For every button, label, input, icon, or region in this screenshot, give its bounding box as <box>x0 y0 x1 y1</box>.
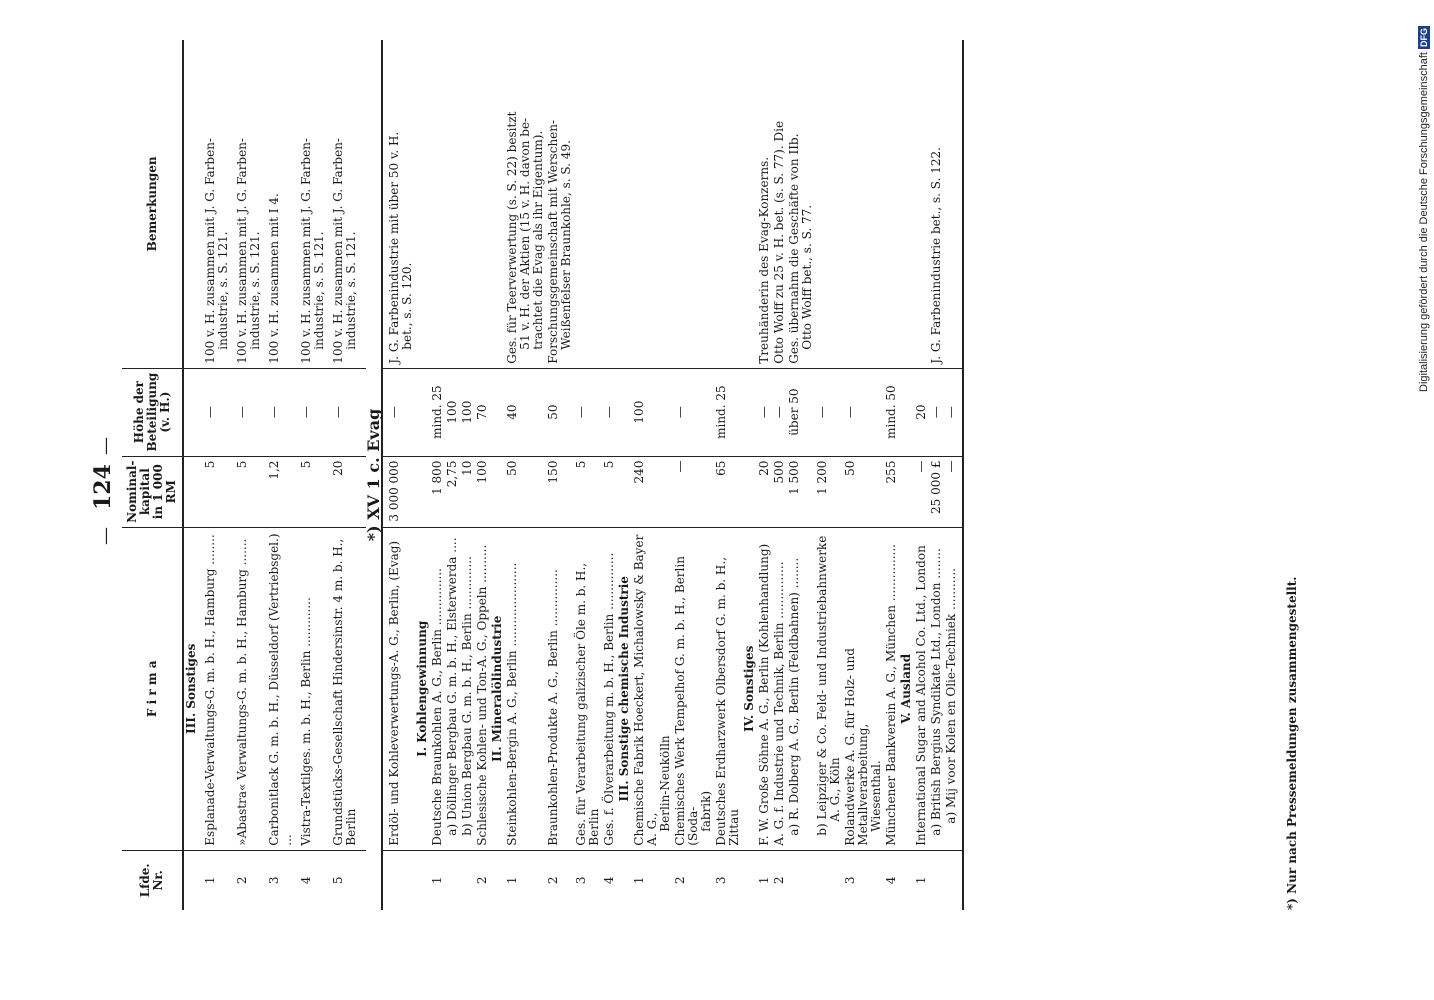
row-kapital: 500 <box>772 456 787 527</box>
row-kapital: 50 <box>505 456 546 527</box>
row-bemerkungen <box>772 40 787 368</box>
row-bemerkungen-line: industrie, s. S. 121. <box>312 231 326 350</box>
row-firma: b) Union Bergbau G. m. b. H., Berlin .............. <box>460 527 475 850</box>
table-row <box>327 40 366 910</box>
dfg-logo: DFG <box>1419 27 1429 47</box>
row-bemerkungen <box>199 40 231 368</box>
row-firma <box>843 527 884 850</box>
row-kapital: 5 <box>199 456 231 527</box>
table-row <box>199 40 231 910</box>
row-kapital: 5 <box>602 456 617 527</box>
row-firma: a) Döllinger Bergbau G. m. b. H., Elsterwerda .... <box>445 527 460 850</box>
section-title: IV. Sonstiges <box>742 527 757 850</box>
row-firma-line: Rolandwerke A. G. für Holz- und Metallverarbeitung, <box>843 648 870 846</box>
row-kapital: 1 800 <box>430 456 445 527</box>
row-number: 4 <box>299 876 313 885</box>
page-dash-right: — <box>95 437 116 455</box>
row-firma-line: Chemische Fabrik Hoeckert, Michalowsky & Bayer A. G., <box>632 534 659 846</box>
row-firma: Münchener Bankverein A. G., München ............... <box>884 527 899 850</box>
row-bemerkungen <box>843 40 884 368</box>
row-number: 1 <box>757 876 771 885</box>
row-bemerkungen <box>382 40 415 368</box>
row-kapital: 5 <box>231 456 263 527</box>
row-firma: Braunkohlen-Produkte A. G., Berlin ............... <box>546 527 574 850</box>
table-row <box>929 40 944 910</box>
row-firma-line: Berlin-Neukölln <box>658 735 672 832</box>
table-lower-body <box>382 40 963 910</box>
row-kapital: 10 <box>460 456 475 527</box>
row-kapital: 20 <box>327 456 366 527</box>
row-number: 3 <box>843 876 857 885</box>
row-kapital: 150 <box>546 456 574 527</box>
row-bemerkungen <box>714 40 742 368</box>
section-spacer <box>617 368 632 456</box>
page-dash-left: — <box>95 527 116 545</box>
row-beteiligung: 100 <box>632 368 673 456</box>
row-kapital: 1 500 <box>787 456 815 527</box>
row-number <box>929 850 944 910</box>
row-firma: Esplanade-Verwaltungs-G. m. b. H., Hamburg ........ <box>199 527 231 850</box>
row-firma <box>815 527 843 850</box>
row-bemerkungen <box>231 40 263 368</box>
row-bemerkungen-line: industrie, s. S. 121. <box>248 231 262 350</box>
row-beteiligung: — <box>772 368 787 456</box>
digitization-text: Digitalisierung gefördert durch die Deutsche Forschungsgemeinschaft <box>1418 52 1430 392</box>
row-kapital: — <box>944 456 963 527</box>
row-bemerkungen <box>546 40 574 368</box>
row-bemerkungen-line: bet., s. S. 120. <box>400 262 414 350</box>
table-row <box>231 40 263 910</box>
row-firma: Steinkohlen-Bergin A. G., Berlin ...................... <box>505 527 546 850</box>
row-beteiligung: — <box>263 368 295 456</box>
table-row <box>295 40 327 910</box>
table-row <box>546 40 574 910</box>
row-beteiligung: 20 <box>914 368 929 456</box>
header-bemerkungen: Bemerkungen <box>122 40 183 368</box>
section-spacer <box>742 850 757 910</box>
row-number <box>445 850 460 910</box>
row-bemerkungen <box>815 40 843 368</box>
row-bemerkungen <box>929 40 944 368</box>
table-row <box>460 40 475 910</box>
row-number <box>382 850 415 910</box>
page-number: 124 <box>90 464 116 510</box>
row-number: 3 <box>714 876 728 885</box>
row-beteiligung: mind. 50 <box>884 368 899 456</box>
row-bemerkungen-line: industrie, s. S. 121. <box>216 231 230 350</box>
table-row <box>475 40 490 910</box>
row-number: 2 <box>546 876 560 885</box>
section-row <box>415 40 430 910</box>
section-spacer <box>899 850 914 910</box>
table-upper <box>122 40 964 910</box>
row-beteiligung: — <box>327 368 366 456</box>
row-beteiligung: — <box>929 368 944 456</box>
table-row <box>632 40 673 910</box>
section-title: I. Kohlengewinnung <box>415 527 430 850</box>
row-bemerkungen-line: Treuhänderin des Evag-Konzerns. <box>757 156 771 364</box>
footnote: *) Nur nach Pressemeldungen zusammengestellt. <box>1285 576 1299 910</box>
row-bemerkungen <box>757 40 772 368</box>
row-bemerkungen <box>673 40 714 368</box>
row-beteiligung: 70 <box>475 368 490 456</box>
row-kapital: 50 <box>843 456 884 527</box>
row-beteiligung: — <box>295 368 327 456</box>
row-bemerkungen <box>475 40 490 368</box>
row-bemerkungen <box>263 40 295 368</box>
section-title: III. Sonstige chemische Industrie <box>617 527 632 850</box>
row-number: 2 <box>235 876 249 885</box>
header-beteiligung: Höhe der Beteiligung (v. H.) <box>122 368 183 456</box>
section-title: II. Mineralölindustrie <box>490 527 505 850</box>
row-bemerkungen-line: industrie, s. S. 121. <box>344 231 358 350</box>
row-bemerkungen <box>445 40 460 368</box>
section-spacer <box>617 850 632 910</box>
row-number: 1 <box>430 876 444 885</box>
table-row <box>673 40 714 910</box>
row-bemerkungen-line: J. G. Farbenindustrie mit über 50 v. H. <box>387 131 401 364</box>
row-number: 1 <box>203 876 217 885</box>
row-bemerkungen-line: Forschungsgemeinschaft mit Werschen- <box>546 119 560 364</box>
row-number: 1 <box>914 876 928 885</box>
section-spacer <box>415 368 430 456</box>
row-number <box>815 850 843 910</box>
section-row <box>183 40 199 910</box>
section-spacer <box>899 456 914 527</box>
section-row <box>617 40 632 910</box>
row-bemerkungen <box>632 40 673 368</box>
table-row <box>815 40 843 910</box>
row-firma: F. W. Große Söhne A. G., Berlin (Kohlenhandlung) <box>757 527 772 850</box>
section-spacer <box>415 456 430 527</box>
row-firma: Ges. für Verarbeitung galizischer Öle m. b. H., Berlin <box>574 527 602 850</box>
row-kapital: 65 <box>714 456 742 527</box>
section-spacer <box>490 368 505 456</box>
row-kapital: 20 <box>757 456 772 527</box>
row-bemerkungen <box>574 40 602 368</box>
row-firma: »Abastra« Verwaltungs-G. m. b. H., Hamburg ....... <box>231 527 263 850</box>
row-number <box>460 850 475 910</box>
row-bemerkungen <box>944 40 963 368</box>
header-kapital: Nominal-kapital in 1 000 RM <box>122 456 183 527</box>
evag-title: *) XV 1 c. Evag <box>366 40 382 910</box>
row-beteiligung: — <box>231 368 263 456</box>
header-firma: F i r m a <box>122 527 183 850</box>
row-number: 1 <box>505 876 519 885</box>
row-kapital: 5 <box>574 456 602 527</box>
section-spacer <box>415 40 430 368</box>
row-kapital: 100 <box>475 456 490 527</box>
row-number: 2 <box>772 876 786 885</box>
row-bemerkungen <box>460 40 475 368</box>
row-beteiligung: — <box>199 368 231 456</box>
section-spacer <box>742 456 757 527</box>
table-row <box>884 40 899 910</box>
row-firma: Ges. f. Ölverarbeitung m. b. H., Berlin ............... <box>602 527 617 850</box>
section-spacer <box>490 40 505 368</box>
table-row <box>714 40 742 910</box>
section-spacer <box>415 850 430 910</box>
row-firma: Deutsche Braunkohlen A. G., Berlin ............... <box>430 527 445 850</box>
evag-title-row <box>366 40 382 910</box>
section-title: V. Ausland <box>899 527 914 850</box>
row-beteiligung: mind. 25 <box>430 368 445 456</box>
row-kapital: 2,75 <box>445 456 460 527</box>
row-bemerkungen-line: Weißenfelser Braunkohle, s. S. 49. <box>559 140 573 350</box>
row-bemerkungen <box>505 40 546 368</box>
row-number: 2 <box>673 876 687 885</box>
row-firma-line: fabrik) <box>699 790 713 832</box>
row-number: 1 <box>632 876 646 885</box>
row-firma: Schlesische Kohlen- und Ton-A. G., Oppeln .......... <box>475 527 490 850</box>
row-kapital: — <box>914 456 929 527</box>
row-kapital: — <box>673 456 714 527</box>
section-spacer <box>742 40 757 368</box>
row-beteiligung: 100 <box>460 368 475 456</box>
table-upper-body <box>199 40 366 910</box>
table-row <box>944 40 963 910</box>
table-row-evag <box>382 40 415 910</box>
table-row <box>914 40 929 910</box>
section-spacer <box>742 368 757 456</box>
section-spacer <box>490 850 505 910</box>
row-firma: A. G. f. Industrie und Technik, Berlin ............... <box>772 527 787 850</box>
row-firma <box>632 527 673 850</box>
row-firma: a) Mij voor Kolen en Olie-Techniek ........... <box>944 527 963 850</box>
row-bemerkungen-line: 100 v. H. zusammen mit I 4. <box>267 193 281 364</box>
section-spacer <box>617 456 632 527</box>
row-bemerkungen <box>295 40 327 368</box>
row-number: 3 <box>574 876 588 885</box>
row-bemerkungen <box>430 40 445 368</box>
header-nr: Lfde. Nr. <box>122 850 183 910</box>
row-number <box>944 850 963 910</box>
row-bemerkungen-line: J. G. Farbenindustrie bet., s. S. 122. <box>929 147 943 364</box>
table-row <box>574 40 602 910</box>
row-beteiligung: über 50 <box>787 368 815 456</box>
row-firma: Deutsches Erdharzwerk Olbersdorf G. m. b. H., Zittau <box>714 527 742 850</box>
table-row <box>757 40 772 910</box>
table-row <box>787 40 815 910</box>
row-bemerkungen-line: trachtet die Evag als ihr Eigentum). <box>531 130 545 350</box>
row-number: 4 <box>602 876 616 885</box>
table-row <box>843 40 884 910</box>
row-number: 4 <box>884 876 898 885</box>
row-kapital: 25 000 £ <box>929 456 944 527</box>
row-kapital: 5 <box>295 456 327 527</box>
row-firma: Erdöl- und Kohleverwertungs-A. G., Berlin, (Evag) <box>382 527 415 850</box>
row-bemerkungen-line: Otto Wolff bet., s. S. 77. <box>800 204 814 350</box>
row-bemerkungen <box>602 40 617 368</box>
row-number: 5 <box>331 876 345 885</box>
row-firma: Grundstücks-Gesellschaft Hindersinstr. 4 m. b. H., Berlin <box>327 527 366 850</box>
row-beteiligung: — <box>815 368 843 456</box>
row-kapital: 1,2 <box>263 456 295 527</box>
row-firma: Carbonitlack G. m. b. H., Düsseldorf (Vertriebsgel.) ... <box>263 527 295 850</box>
row-beteiligung: mind. 25 <box>714 368 742 456</box>
section-row <box>899 40 914 910</box>
section-spacer <box>899 368 914 456</box>
row-firma-line: Wiesenthal. <box>869 760 883 832</box>
row-firma <box>673 527 714 850</box>
row-kapital: 1 200 <box>815 456 843 527</box>
row-firma-line: A. G., Köln <box>828 757 842 822</box>
table-row <box>445 40 460 910</box>
row-firma: a) R. Dolberg A. G., Berlin (Feldbahnen) ........ <box>787 527 815 850</box>
row-beteiligung: — <box>382 368 415 456</box>
row-bemerkungen-line: 100 v. H. zusammen mit J. G. Farben- <box>331 138 345 364</box>
table-row <box>430 40 445 910</box>
row-bemerkungen <box>914 40 929 368</box>
row-bemerkungen-line: Ges. übernahm die Geschäfte von IIb. <box>787 133 801 364</box>
row-firma-line: Chemisches Werk Tempelhof G. m. b. H., Berlin (Soda- <box>673 556 700 846</box>
row-bemerkungen <box>884 40 899 368</box>
row-bemerkungen-line: 51 v. H. der Aktien (15 v. H. davon be- <box>518 117 532 350</box>
row-firma-line: b) Leipziger & Co. Feld- und Industriebahnwerke <box>815 535 829 836</box>
table-row <box>772 40 787 910</box>
row-beteiligung: — <box>602 368 617 456</box>
row-number: 3 <box>267 876 281 885</box>
row-beteiligung: — <box>757 368 772 456</box>
row-beteiligung: 100 <box>445 368 460 456</box>
row-bemerkungen-line: 100 v. H. zusammen mit J. G. Farben- <box>299 138 313 364</box>
section-row <box>490 40 505 910</box>
table-row <box>602 40 617 910</box>
row-bemerkungen <box>787 40 815 368</box>
row-kapital: 3 000 000 <box>382 456 415 527</box>
row-bemerkungen-line: 100 v. H. zusammen mit J. G. Farben- <box>203 138 217 364</box>
section-spacer <box>899 40 914 368</box>
row-bemerkungen <box>327 40 366 368</box>
section-title: III. Sonstiges <box>183 527 199 850</box>
row-bemerkungen-line: 100 v. H. zusammen mit J. G. Farben- <box>235 138 249 364</box>
section-spacer <box>490 456 505 527</box>
row-beteiligung: — <box>673 368 714 456</box>
row-firma: International Sugar and Alcohol Co. Ltd., London <box>914 527 929 850</box>
section-row <box>742 40 757 910</box>
row-firma: Vistra-Textilges. m. b. H., Berlin ............. <box>295 527 327 850</box>
row-beteiligung: 40 <box>505 368 546 456</box>
row-beteiligung: 50 <box>546 368 574 456</box>
row-firma: a) British Bergius Syndikate Ltd., London ........ <box>929 527 944 850</box>
row-beteiligung: — <box>944 368 963 456</box>
row-beteiligung: — <box>574 368 602 456</box>
row-bemerkungen-line: Otto Wolff zu 25 v. H. bet. (s. S. 77). Die <box>772 120 786 364</box>
row-number <box>787 850 815 910</box>
row-kapital: 240 <box>632 456 673 527</box>
row-number: 2 <box>475 876 489 885</box>
row-bemerkungen-line: Ges. für Teerverwertung (s. S. 22) besitzt <box>505 111 519 364</box>
row-kapital: 255 <box>884 456 899 527</box>
row-beteiligung: — <box>843 368 884 456</box>
section-spacer <box>617 40 632 368</box>
digitization-note <box>1418 26 1430 392</box>
table-row <box>263 40 295 910</box>
header-row <box>122 40 183 910</box>
table-row <box>505 40 546 910</box>
